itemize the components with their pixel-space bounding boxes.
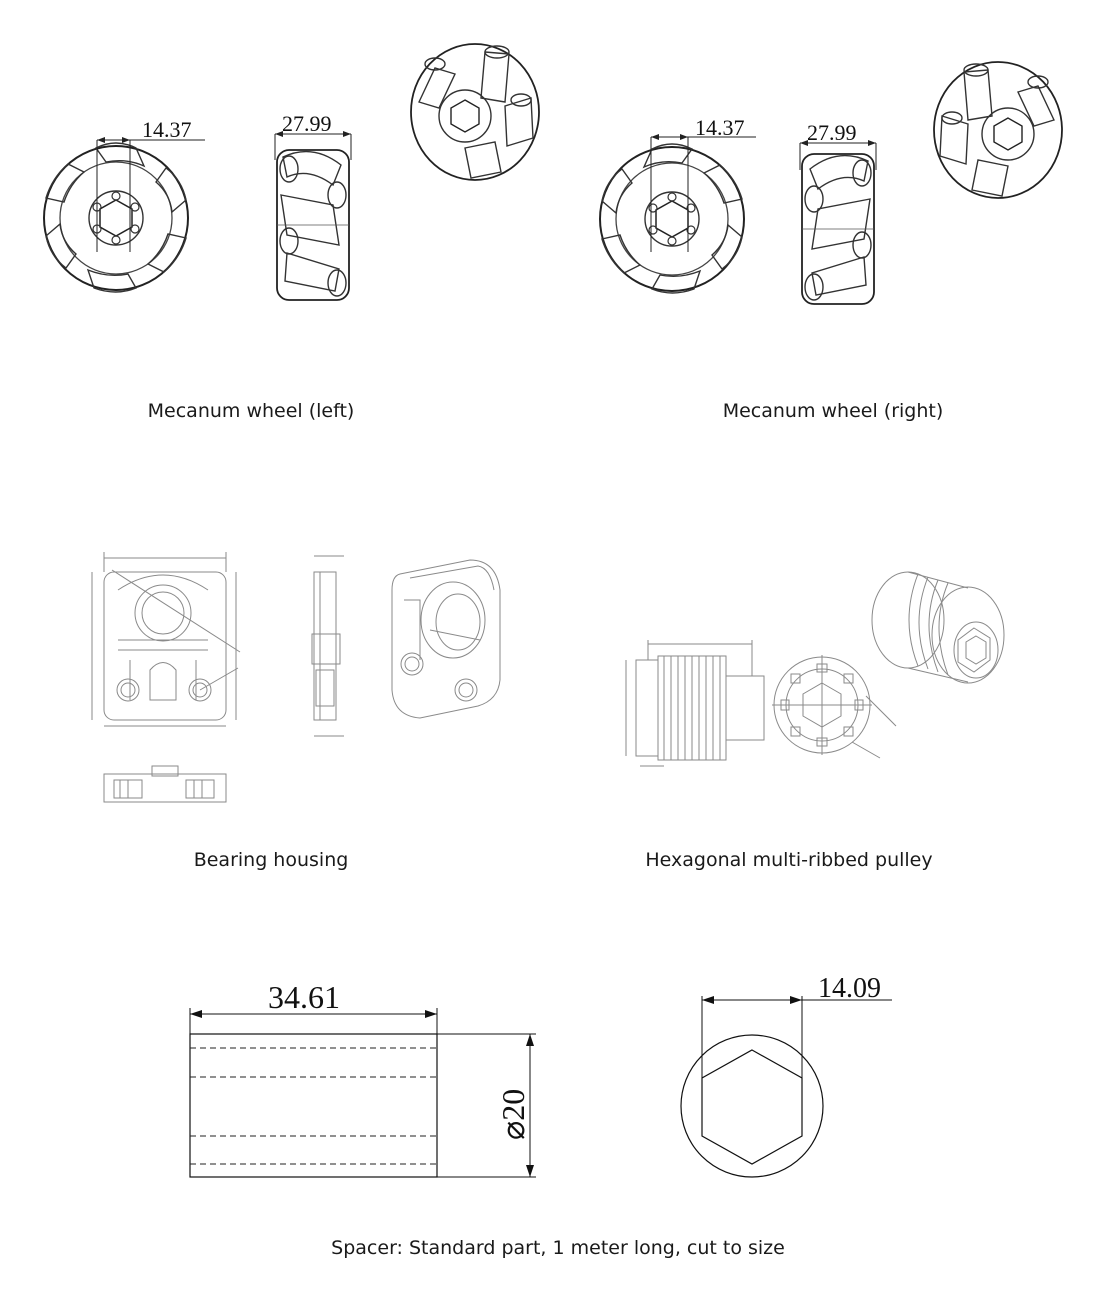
caption-bearing-housing: Bearing housing [193, 849, 349, 871]
left-width-dimension: 27.99 [282, 111, 332, 136]
caption-mecanum-left: Mecanum wheel (left) [147, 400, 355, 422]
pulley-drawing [626, 572, 1004, 766]
spacer-length-dimension: 34.61 [268, 979, 340, 1015]
spacer-drawing [190, 973, 892, 1177]
caption-pulley: Hexagonal multi-ribbed pulley [645, 849, 933, 871]
mecanum-left-drawing [44, 44, 539, 300]
right-bore-dimension: 14.37 [695, 115, 745, 140]
caption-mecanum-right: Mecanum wheel (right) [722, 400, 944, 422]
spacer-diameter-dimension: ⌀20 [495, 1088, 531, 1140]
left-bore-dimension: 14.37 [142, 117, 192, 142]
caption-spacer: Spacer: Standard part, 1 meter long, cut to size [331, 1237, 785, 1259]
bearing-housing-drawing [92, 552, 500, 802]
mecanum-right-drawing [600, 62, 1062, 304]
hex-width-dimension: 14.09 [818, 973, 881, 1004]
right-width-dimension: 27.99 [807, 120, 857, 145]
